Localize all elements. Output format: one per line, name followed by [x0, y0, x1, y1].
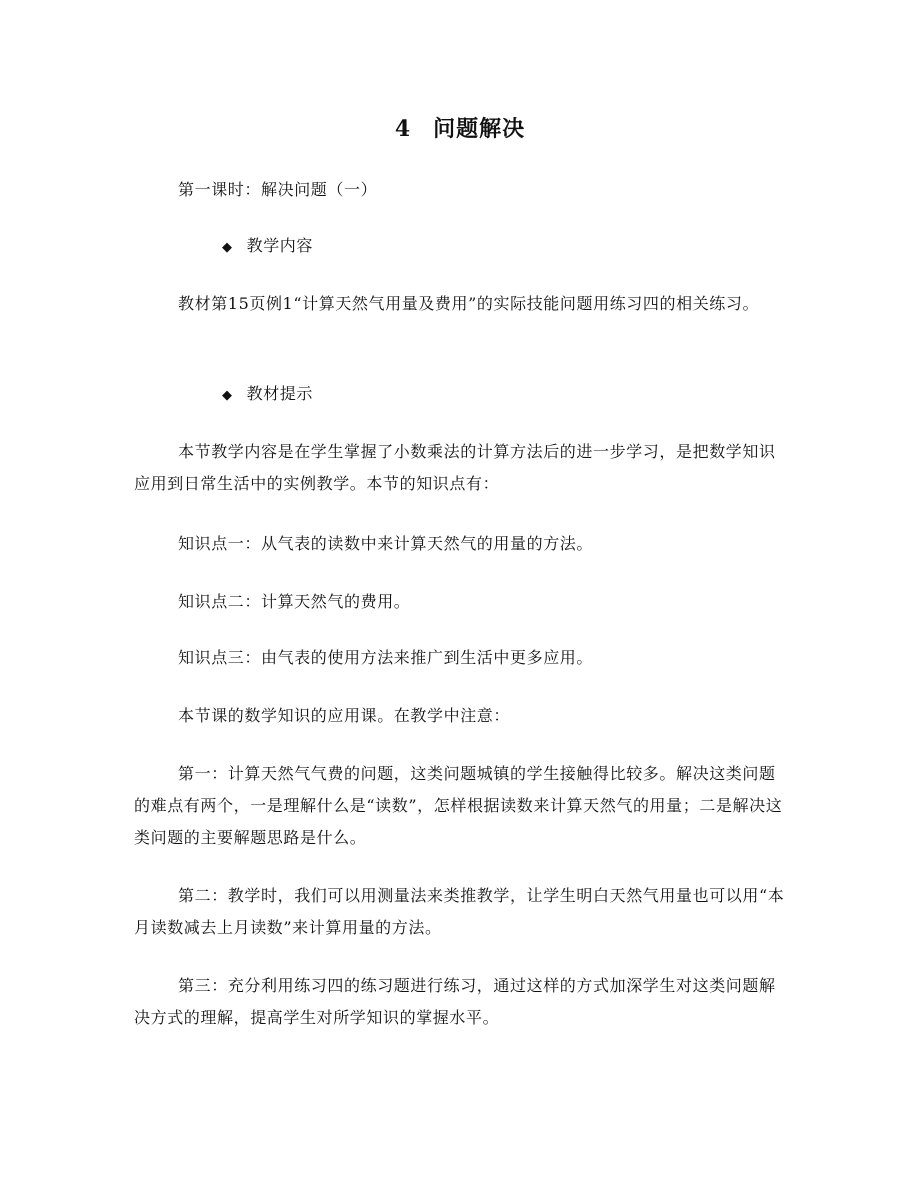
knowledge-point-3: 知识点三：由气表的使用方法来推广到生活中更多应用。	[178, 648, 594, 667]
diamond-bullet-icon	[178, 236, 247, 255]
section-content-paragraph: 教材第15页例1“计算天然气用量及费用”的实际技能问题用练习四的相关练习。	[178, 294, 760, 313]
section-heading-label: 教学内容	[246, 236, 314, 255]
section-heading-tips	[134, 378, 786, 412]
knowledge-point-2: 知识点二：计算天然气的费用。	[178, 592, 411, 611]
section-heading-label: 教材提示	[246, 384, 314, 403]
notes-intro: 本节课的数学知识的应用课。在教学中注意：	[178, 706, 511, 725]
diamond-bullet-icon	[178, 384, 247, 403]
title-number: 4	[394, 116, 412, 142]
knowledge-point-1: 知识点一：从气表的读数中来计算天然气的用量的方法。	[178, 534, 594, 553]
section-heading-content	[134, 230, 786, 264]
section-tips-paragraph: 本节教学内容是在学生掌握了小数乘法的计算方法后的进一步学习，是把数学知识应用到日常生活中的实例教学。本节的知识点有：	[134, 442, 776, 493]
lesson-heading: 第一课时：解决问题（一）	[178, 180, 378, 199]
title-text: 问题解决	[433, 116, 526, 142]
note-paragraph-2: 第二：教学时，我们可以用测量法来类推教学，让学生明白天然气用量也可以用“本月读数减去上月读数”来计算用量的方法。	[134, 886, 785, 937]
note-paragraph-3: 第三：充分利用练习四的练习题进行练习，通过这样的方式加深学生对这类问题解决方式的理解，提高学生对所学知识的掌握水平。	[134, 976, 776, 1027]
page-title	[0, 112, 920, 143]
note-paragraph-1: 第一：计算天然气气费的问题，这类问题城镇的学生接触得比较多。解决这类问题的难点有两个，一是理解什么是“读数”，怎样根据读数来计算天然气的用量；二是解决这类问题的主要解题思路是什么。	[134, 764, 783, 847]
